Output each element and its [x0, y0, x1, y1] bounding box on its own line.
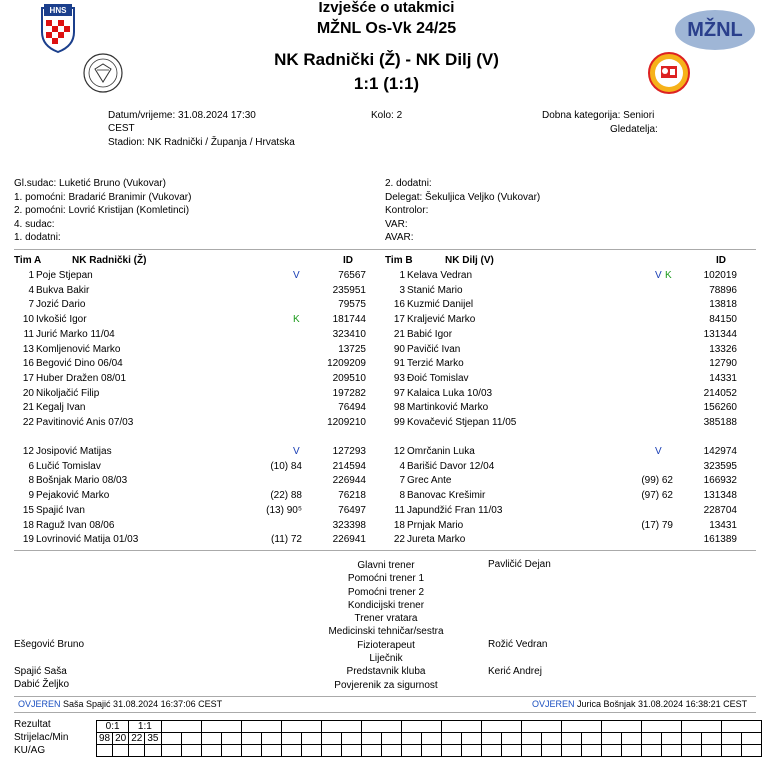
age-category: Dobna kategorija: Seniori [542, 110, 655, 121]
player-flag: V [655, 270, 662, 281]
results-label: Strijelac/Min [14, 732, 69, 743]
player-number: 97 [393, 387, 405, 399]
player-flag: V [293, 270, 300, 281]
player-id: 12790 [709, 358, 737, 370]
player-name: Komljenović Marko [36, 343, 121, 355]
player-number: 22 [393, 534, 405, 546]
player-id: 76567 [338, 270, 366, 281]
match-title: NK Radnički (Ž) - NK Dilj (V) [274, 50, 499, 69]
scorer-cell: 35 [145, 733, 161, 745]
substitution-info: (99) 62 [641, 475, 673, 487]
player-id: 13818 [709, 299, 737, 311]
player-id: 1209209 [327, 358, 366, 370]
team-a-physio: Ešegović Bruno [14, 639, 85, 650]
player-number: 98 [393, 402, 405, 414]
player-name: Barišić Davor 12/04 [407, 460, 495, 472]
player-number: 1 [28, 270, 34, 281]
official-line: 1. pomoćni: Bradarić Branimir (Vukovar) [14, 191, 192, 203]
player-name: Banovac Krešimir [407, 490, 486, 502]
team-b-id-header: ID [716, 255, 726, 266]
player-number: 12 [393, 446, 405, 457]
staff-role: Pomoćni trener 1 [347, 573, 425, 585]
player-number: 11 [23, 328, 34, 340]
team-a-name: NK Radnički (Ž) [72, 255, 147, 266]
player-number: 16 [22, 358, 34, 370]
player-name: Kegalj Ivan [36, 402, 86, 414]
team-b-physio: Rožić Vedran [488, 639, 548, 650]
player-id: 102019 [703, 270, 737, 281]
substitution-info: (17) 79 [641, 519, 673, 531]
substitution-info: (97) 62 [641, 490, 673, 502]
team-b-label: Tim B [385, 255, 413, 266]
player-id: 235951 [332, 284, 366, 296]
player-number: 99 [393, 417, 405, 428]
team-a-id-header: ID [343, 255, 353, 266]
player-name: Bukva Bakir [36, 284, 90, 296]
staff-role: Medicinski tehničar/sestra [328, 626, 444, 638]
player-name: Prnjak Mario [407, 519, 464, 531]
player-id: 323595 [703, 460, 737, 472]
substitution-info: (13) 90⁵ [266, 504, 302, 516]
player-id: 13326 [709, 343, 737, 355]
player-id: 226944 [332, 475, 366, 487]
player-id: 181744 [332, 314, 366, 326]
player-number: 3 [399, 284, 405, 296]
player-id: 226941 [332, 534, 366, 546]
player-row [0, 387, 366, 401]
player-name: Grec Ante [407, 475, 452, 487]
official-line: 2. pomoćni: Lovrić Kristijan (Komletinci) [14, 205, 190, 216]
player-name: Japundžić Fran 11/03 [407, 504, 503, 516]
player-id: 142974 [703, 446, 737, 457]
player-number: 4 [399, 460, 405, 472]
player-number: 9 [28, 490, 34, 502]
player-name: Omrčanin Luka [407, 446, 475, 457]
player-row [371, 387, 737, 401]
player-row [371, 460, 737, 474]
team-a-security: Dabić Željko [14, 679, 70, 690]
player-name: Terzić Marko [407, 358, 464, 370]
substitution-info: (11) 72 [271, 534, 302, 546]
player-name: Nikoljačić Filip [36, 387, 100, 399]
scorer-cell: 98 [97, 733, 113, 745]
staff-role: Fizioterapeut [357, 639, 415, 651]
player-id: 228704 [703, 504, 737, 516]
team-a-verification [18, 699, 222, 709]
player-number: 11 [394, 504, 405, 516]
player-name: Bošnjak Mario 08/03 [36, 475, 128, 487]
player-number: 19 [22, 534, 34, 546]
player-number: 90 [393, 343, 405, 355]
player-number: 21 [22, 402, 34, 414]
player-name: Poje Stjepan [36, 270, 93, 281]
player-name: Babić Igor [407, 328, 453, 340]
substitution-info: (22) 88 [270, 490, 302, 502]
player-id: 197282 [332, 387, 366, 399]
player-number: 8 [28, 475, 34, 487]
staff-role: Pomoćni trener 2 [347, 586, 425, 598]
player-row [0, 416, 366, 430]
player-name: Stanić Mario [407, 284, 463, 296]
staff-role: Kondicijski trener [347, 599, 425, 611]
player-id: 131348 [703, 490, 737, 502]
match-round: Kolo: 2 [371, 110, 403, 121]
player-row [371, 416, 737, 430]
player-row [371, 357, 737, 371]
player-number: 17 [393, 314, 405, 326]
player-id: 131344 [703, 328, 737, 340]
verified-label: OVJEREN [18, 699, 61, 709]
official-line: VAR: [385, 218, 408, 230]
player-row [0, 474, 366, 488]
official-line: Kontrolor: [385, 205, 429, 216]
player-row [0, 328, 366, 342]
player-name: Kovačević Stjepan 11/05 [407, 417, 517, 428]
player-number: 17 [22, 372, 34, 384]
player-number: 6 [28, 460, 34, 472]
team-a-representative: Spajić Saša [14, 666, 67, 677]
player-row [371, 474, 737, 488]
scorer-cell: 22 [129, 733, 145, 745]
player-row [0, 489, 366, 503]
score-cell: 1:1 [129, 721, 161, 733]
match-datetime: Datum/vrijeme: 31.08.2024 17:30 [108, 110, 256, 121]
player-id: 209510 [332, 372, 366, 384]
player-id: 323410 [332, 328, 366, 340]
match-score: 1:1 (1:1) [353, 74, 420, 93]
player-name: Martinković Marko [407, 402, 489, 414]
player-id: 127293 [332, 446, 366, 457]
player-row [0, 401, 366, 415]
player-number: 20 [22, 387, 34, 399]
player-name: Đoić Tomislav [407, 372, 469, 384]
player-number: 15 [22, 504, 34, 516]
player-row [0, 533, 366, 547]
team-b-representative: Kerić Andrej [488, 666, 542, 677]
player-name: Kalaica Luka 10/03 [407, 387, 493, 399]
official-line: 1. dodatni: [14, 232, 61, 243]
player-row [0, 445, 366, 459]
player-row [0, 460, 366, 474]
scorer-cell: 20 [113, 733, 129, 745]
divider [14, 550, 756, 551]
player-id: 214052 [703, 387, 737, 399]
player-number: 10 [22, 314, 34, 326]
player-row [0, 313, 366, 327]
score-cell: 0:1 [97, 721, 129, 733]
spectators: Gledatelja: [610, 124, 658, 135]
player-id: 76494 [338, 402, 366, 414]
verified-by: Jurica Bošnjak 31.08.2024 16:38:21 CEST [577, 699, 748, 709]
results-label: Rezultat [14, 719, 51, 730]
player-number: 7 [28, 299, 34, 311]
team-b-name: NK Dilj (V) [445, 255, 494, 266]
player-name: Pejaković Marko [36, 490, 110, 502]
divider [14, 712, 756, 713]
staff-role: Predstavnik kluba [346, 666, 426, 678]
player-row [371, 445, 737, 459]
svg-text:MŽNL: MŽNL [687, 19, 743, 41]
results-label: KU/AG [14, 745, 46, 756]
player-number: 13 [22, 343, 34, 355]
player-name: Pavitinović Anis 07/03 [36, 417, 134, 428]
player-row [371, 489, 737, 503]
staff-role: Povjerenik za sigurnost [334, 679, 438, 691]
player-number: 4 [28, 284, 34, 296]
official-line: 4. sudac: [14, 218, 55, 230]
player-id: 84150 [709, 314, 737, 326]
verified-by: Saša Spajić 31.08.2024 16:37:06 CEST [63, 699, 223, 709]
staff-role: Glavni trener [357, 560, 415, 571]
player-row [371, 298, 737, 312]
official-line: Delegat: Šekuljica Veljko (Vukovar) [385, 191, 541, 203]
player-name: Kelava Vedran [407, 270, 473, 281]
player-name: Ivkošić Igor [36, 314, 87, 326]
player-flag: V [293, 446, 300, 457]
player-id: 78896 [709, 284, 737, 296]
results-labels [14, 718, 68, 757]
official-line: Gl.sudac: Luketić Bruno (Vukovar) [14, 178, 166, 189]
player-name: Jozić Dario [36, 299, 86, 311]
player-number: 91 [393, 358, 405, 370]
results-grid [96, 720, 762, 757]
officials-right [385, 177, 540, 245]
player-row [371, 372, 737, 386]
player-number: 12 [22, 446, 34, 457]
player-number: 8 [399, 490, 405, 502]
player-id: 166932 [703, 475, 737, 487]
team-a-label: Tim A [14, 255, 42, 266]
player-row [0, 284, 366, 298]
player-row [371, 343, 737, 357]
player-row [371, 284, 737, 298]
player-number: 21 [393, 328, 405, 340]
divider [14, 696, 756, 697]
svg-text:HNS: HNS [49, 6, 67, 15]
player-name: Kuzmić Danijel [407, 299, 474, 311]
player-id: 323398 [332, 519, 366, 531]
player-row [0, 504, 366, 518]
player-number: 1 [399, 270, 405, 281]
player-name: Lovrinović Matija 01/03 [36, 534, 139, 546]
player-id: 1209210 [327, 417, 366, 428]
player-row [0, 519, 366, 533]
report-title: Izvješće o utakmici [318, 0, 455, 16]
match-timezone: CEST [108, 123, 135, 134]
player-name: Huber Dražen 08/01 [36, 372, 127, 384]
player-row [371, 533, 737, 547]
player-name: Lučić Tomislav [36, 460, 101, 472]
player-name: Raguž Ivan 08/06 [36, 519, 115, 531]
player-name: Kraljević Marko [407, 314, 476, 326]
player-number: 93 [393, 372, 405, 384]
player-id: 161389 [703, 534, 737, 546]
player-row [371, 328, 737, 342]
player-name: Spajić Ivan [36, 504, 85, 516]
match-stadium: Stadion: NK Radnički / Županja / Hrvatska [108, 137, 295, 148]
player-name: Jureta Marko [407, 534, 466, 546]
officials-left [14, 177, 191, 245]
official-line: 2. dodatni: [385, 178, 432, 189]
player-number: 22 [22, 417, 34, 428]
staff-role: Trener vratara [354, 613, 418, 625]
player-row [371, 269, 737, 283]
verified-label: OVJEREN [532, 699, 575, 709]
player-number: 16 [393, 299, 405, 311]
player-name: Pavičić Ivan [407, 343, 461, 355]
player-row [371, 401, 737, 415]
player-id: 14331 [709, 372, 737, 384]
competition-title: MŽNL Os-Vk 24/25 [316, 20, 457, 37]
player-flag: K [293, 314, 300, 326]
player-id: 214594 [332, 460, 366, 472]
player-flag: K [665, 270, 672, 281]
player-number: 18 [393, 519, 405, 531]
player-row [0, 298, 366, 312]
player-id: 385188 [703, 417, 737, 428]
player-number: 7 [399, 475, 405, 487]
player-number: 18 [22, 519, 34, 531]
player-id: 79575 [338, 299, 366, 311]
substitution-info: (10) 84 [270, 460, 302, 472]
player-row [371, 313, 737, 327]
staff-role: Liječnik [369, 653, 403, 665]
team-b-head-coach: Pavličić Dejan [488, 559, 551, 570]
player-id: 76497 [338, 504, 366, 516]
team-b-verification [532, 699, 747, 709]
player-flag: V [655, 446, 662, 457]
player-row [0, 357, 366, 371]
player-name: Begović Dino 06/04 [36, 358, 123, 370]
player-row [0, 343, 366, 357]
player-id: 13725 [338, 343, 366, 355]
player-id: 156260 [703, 402, 737, 414]
divider [14, 249, 756, 250]
player-name: Jurić Marko 11/04 [36, 328, 115, 340]
player-id: 13431 [709, 519, 737, 531]
player-row [371, 519, 737, 533]
staff-roles [300, 559, 472, 692]
player-id: 76218 [338, 490, 366, 502]
player-name: Josipović Matijas [36, 446, 112, 457]
player-row [371, 504, 737, 518]
player-row [0, 372, 366, 386]
player-row [0, 269, 366, 283]
official-line: AVAR: [385, 232, 414, 243]
